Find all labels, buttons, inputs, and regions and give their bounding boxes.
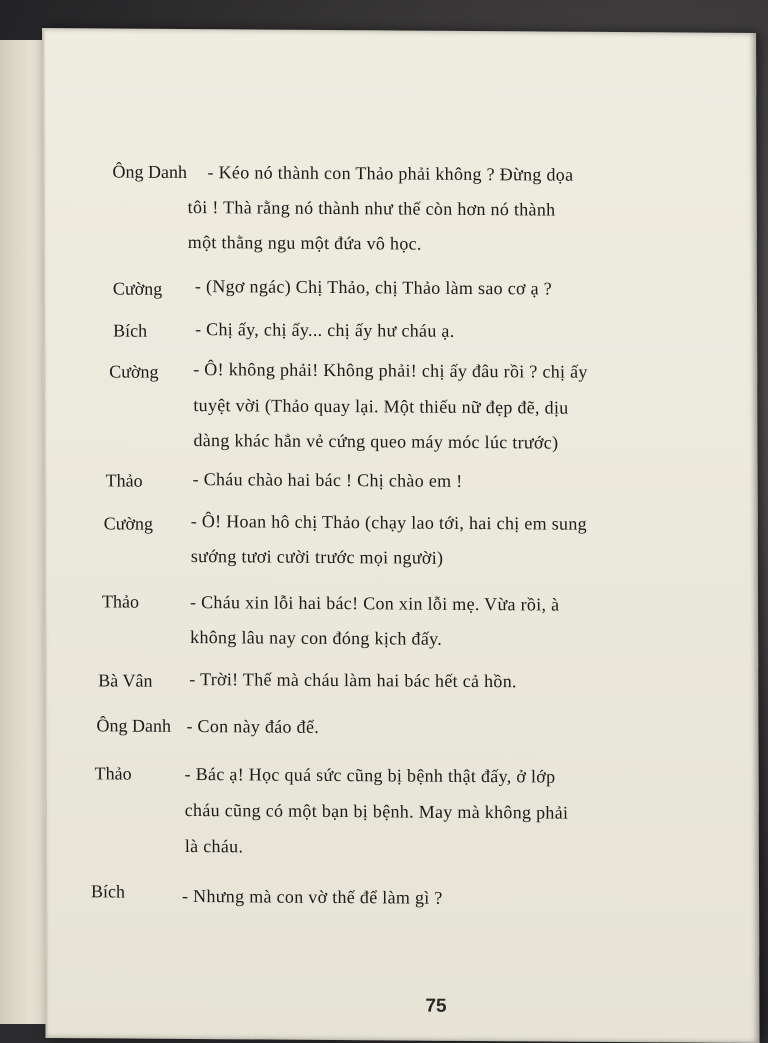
dialogue-line: dàng khác hẳn vẻ cứng queo máy móc lúc trước) bbox=[193, 430, 559, 453]
dialogue-line: sướng tươi cười trước mọi người) bbox=[190, 546, 444, 568]
dialogue-line: - Ô! Hoan hô chị Thảo (chạy lao tới, hai chị em sung bbox=[190, 511, 587, 534]
dialogue-line: - Con này đáo để. bbox=[186, 715, 320, 737]
dialogue-line: cháu cũng có một bạn bị bệnh. May mà không phải bbox=[184, 799, 569, 823]
dialogue-line: - Chị ấy, chị ấy... chị ấy hư cháu ạ. bbox=[195, 319, 455, 341]
dialogue-line: tôi ! Thà rằng nó thành như thế còn hơn nó thành bbox=[187, 197, 556, 220]
dialogue-line: là cháu. bbox=[184, 835, 244, 857]
dialogue-line: - Kéo nó thành con Thảo phải không ? Đừng dọa bbox=[207, 162, 574, 185]
dialogue-line: một thằng ngu một đứa vô học. bbox=[187, 232, 422, 254]
dialogue-line: - Bác ạ! Học quá sức cũng bị bệnh thật đấy, ở lớp bbox=[184, 763, 556, 787]
dialogue-line: - Cháu xin lỗi hai bác! Con xin lỗi mẹ. Vừa rồi, à bbox=[189, 592, 560, 615]
page-number: 75 bbox=[425, 995, 447, 1017]
dialogue-line: - Trời! Thế mà cháu làm hai bác hết cả hồn. bbox=[189, 668, 517, 692]
book-page bbox=[42, 28, 760, 1043]
speaker-name: Bích bbox=[90, 881, 126, 902]
dialogue-line: tuyệt vời (Thảo quay lại. Một thiếu nữ đẹp đẽ, dịu bbox=[193, 395, 569, 418]
speaker-name: Cường bbox=[103, 513, 154, 534]
speaker-name: Bà Vân bbox=[98, 670, 153, 691]
dialogue-line: - (Ngơ ngác) Chị Thảo, chị Thảo làm sao cơ ạ ? bbox=[194, 276, 553, 299]
speaker-name: Thảo bbox=[94, 763, 132, 784]
speaker-name: Thảo bbox=[101, 591, 140, 612]
speaker-name: Cường bbox=[112, 278, 163, 299]
speaker-name: Bích bbox=[113, 320, 148, 341]
speaker-name: Ông Danh bbox=[112, 161, 188, 183]
dialogue-line: - Nhưng mà con vờ thế để làm gì ? bbox=[181, 885, 443, 908]
speaker-name: Cường bbox=[109, 361, 159, 382]
speaker-name: Thảo bbox=[105, 470, 143, 491]
dialogue-line: không lâu nay con đóng kịch đấy. bbox=[190, 627, 443, 649]
speaker-name: Ông Danh bbox=[96, 715, 171, 736]
dialogue-line: - Cháu chào hai bác ! Chị chào em ! bbox=[192, 469, 463, 491]
dialogue-line: - Ô! không phải! Không phải! chị ấy đâu rồi ? chị ấy bbox=[193, 359, 588, 382]
